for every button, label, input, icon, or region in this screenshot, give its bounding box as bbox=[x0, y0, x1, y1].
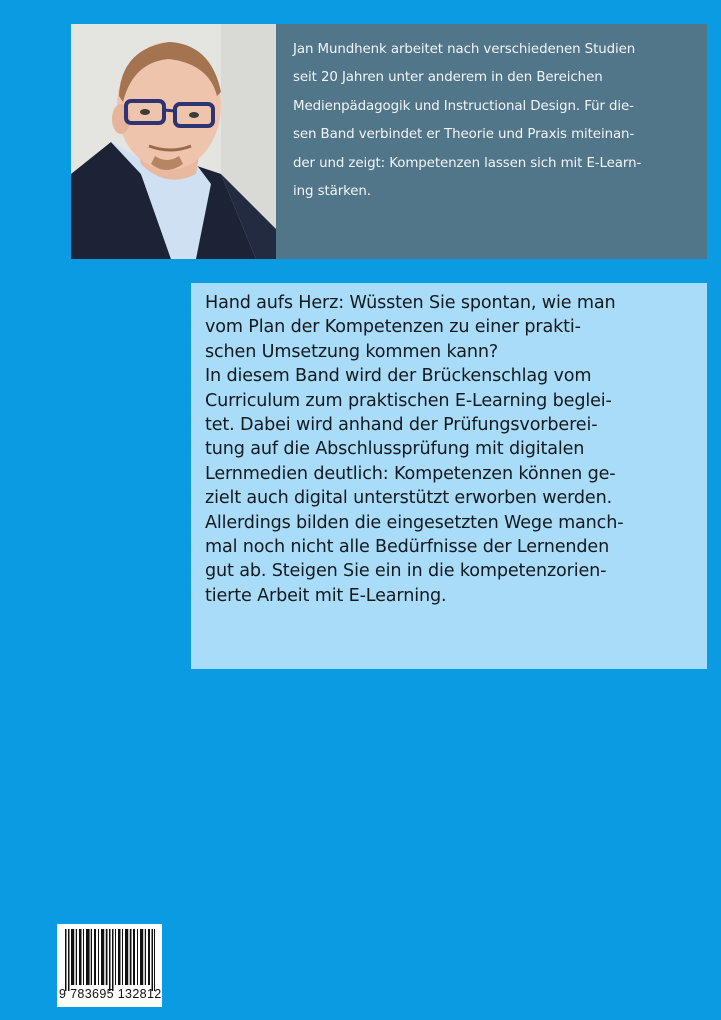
author-bio-panel bbox=[276, 24, 707, 259]
isbn-barcode bbox=[57, 924, 162, 1007]
bio-line: ing stärken. bbox=[293, 184, 371, 200]
bio-line: der und zeigt: Kompetenzen lassen sich mit E-Learn- bbox=[293, 155, 642, 171]
book-blurb-text bbox=[205, 291, 697, 608]
blurb-line: In diesem Band wird der Brückenschlag vom bbox=[205, 366, 592, 387]
blurb-line: tung auf die Abschlussprüfung mit digitalen bbox=[205, 439, 585, 460]
blurb-line: Hand aufs Herz: Wüssten Sie spontan, wie man bbox=[205, 293, 616, 313]
blurb-line: tierte Arbeit mit E-Learning. bbox=[205, 585, 447, 606]
author-bio-text bbox=[293, 36, 693, 206]
blurb-line: zielt auch digital unterstützt erworben werden. bbox=[205, 488, 613, 509]
blurb-line: mal noch nicht alle Bedürfnisse der Lernenden bbox=[205, 537, 610, 558]
book-blurb-panel bbox=[191, 283, 707, 669]
author-portrait-image bbox=[71, 24, 276, 259]
bio-line: seit 20 Jahren unter anderem in den Bereichen bbox=[293, 70, 603, 86]
blurb-line: schen Umsetzung kommen kann? bbox=[205, 341, 499, 362]
blurb-line: Lernmedien deutlich: Kompetenzen können ge- bbox=[205, 463, 616, 484]
bio-line: sen Band verbindet er Theorie und Praxis miteinan- bbox=[293, 127, 635, 143]
blurb-line: gut ab. Steigen Sie ein in die kompetenzorien- bbox=[205, 561, 607, 582]
blurb-line: tet. Dabei wird anhand der Prüfungsvorberei- bbox=[205, 415, 598, 436]
blurb-line: Curriculum zum praktischen E-Learning beglei- bbox=[205, 390, 612, 411]
bio-line: Medienpädagogik und Instructional Design. Für die- bbox=[293, 98, 634, 114]
blurb-line: vom Plan der Kompetenzen zu einer prakti- bbox=[205, 317, 581, 338]
barcode-bars-icon bbox=[65, 929, 155, 991]
author-photo bbox=[71, 24, 276, 259]
bio-line: Jan Mundhenk arbeitet nach verschiedenen Studien bbox=[293, 42, 636, 57]
blurb-line: Allerdings bilden die eingesetzten Wege manch- bbox=[205, 512, 624, 533]
isbn-number: 9 783695 132812 bbox=[59, 987, 162, 1001]
